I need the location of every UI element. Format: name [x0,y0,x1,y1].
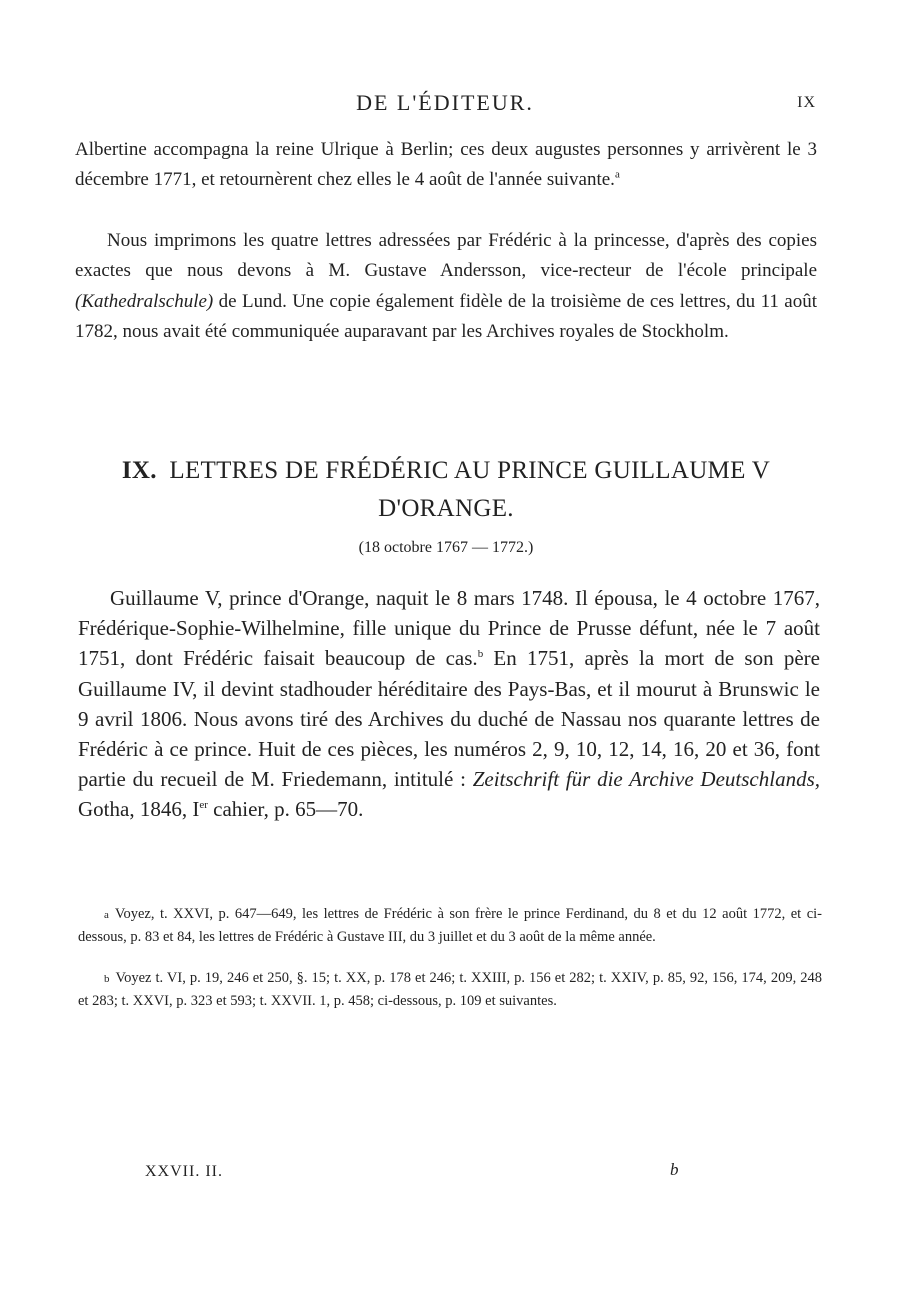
footnote-a-text: Voyez, t. XXVI, p. 647—649, les lettres de Frédéric à son frère le prince Ferdinand, du 8 et du 12 août 1772, et ci-dessous, p. 83 et 84, les lettres de Frédéric à Gustave III, du 3 juillet et du 3 août de la même année. [78,906,822,945]
main-text-after-note: En 1751, après la mort de son père Guillaume IV, il devint stadhouder héréditaire des Pays-Bas, et il mourut à Brunswic le 9 avril 1806. Nous avons tiré des Archives du duché de Nassau nos quarante lettres de Frédéric à ce prince. Huit de ces pièces, les numéros 2, 9, 10, 12, 14, 16, 20 et 36, font partie du recueil de M. Friedemann, intitulé : [78,646,820,792]
footnote-b [78,968,822,1012]
footnote-ref-b: b [477,648,484,661]
section-dates: (18 octobre 1767 — 1772.) [358,539,534,556]
intro-paragraph-2-italic: (Kathedralschule) [75,290,214,312]
main-text-end: cahier, p. 65—70. [207,797,364,822]
main-text-before-note: Guillaume V, prince d'Orange, naquit le 8 mars 1748. Il épousa, le 4 octobre 1767, Frédérique-Sophie-Wilhelmine, fille unique du Prince de Prusse défunt, née le 7 août 1751, dont Frédéric faisait beaucoup de cas. [78,586,820,671]
signature-letter: b [670,1160,679,1179]
intro-paragraph-1-text: Albertine accompagna la reine Ulrique à Berlin; ces deux augustes personnes y arrivèrent le 3 décembre 1771, et retournèrent chez elles le 4 août de l'année suivante. [75,139,817,191]
footnote-b-marker: b [104,973,110,985]
footnote-ref-a: a [614,168,620,181]
journal-title: Zeitschrift für die Archive Deutschlands, [472,767,820,792]
section-title-text: LETTRES DE FRÉDÉRIC AU PRINCE GUILLAUME V D'ORANGE. [169,457,771,522]
main-text-after-title: Gotha, 1846, I [78,797,200,822]
footnote-a-marker: a [104,909,109,921]
footnote-a [78,904,822,948]
intro-paragraph-2-after: de Lund. Une copie également fidèle de la troisième de ces lettres, du 11 août 1782, nous avait été communiquée auparavant par les Archives royales de Stockholm. [75,290,817,342]
section-number: IX. [121,457,157,484]
running-head: DE L'ÉDITEUR. [356,90,534,115]
intro-paragraph-2-before: Nous imprimons les quatre lettres adressées par Frédéric à la princesse, d'après des copies exactes que nous devons à M. Gustave Andersson, vice-recteur de l'école principale [75,230,817,282]
intro-paragraph-2 [75,226,817,347]
intro-paragraph-1 [75,135,817,196]
page-number: IX [797,94,816,111]
ordinal-superscript: er [199,799,208,812]
page-header [0,90,900,120]
footnote-b-text: Voyez t. VI, p. 19, 246 et 250, §. 15; t. XX, p. 178 et 246; t. XXIII, p. 156 et 282; t. XXIV, p. 85, 92, 156, 174, 209, 248 et 283; t. XXVI, p. 323 et 593; t. XXVII. 1, p. 458; ci-dessous, p. 109 et suivantes. [78,970,822,1009]
section-title [75,452,817,528]
volume-signature: XXVII. II. [145,1163,223,1180]
main-paragraph [78,583,820,825]
